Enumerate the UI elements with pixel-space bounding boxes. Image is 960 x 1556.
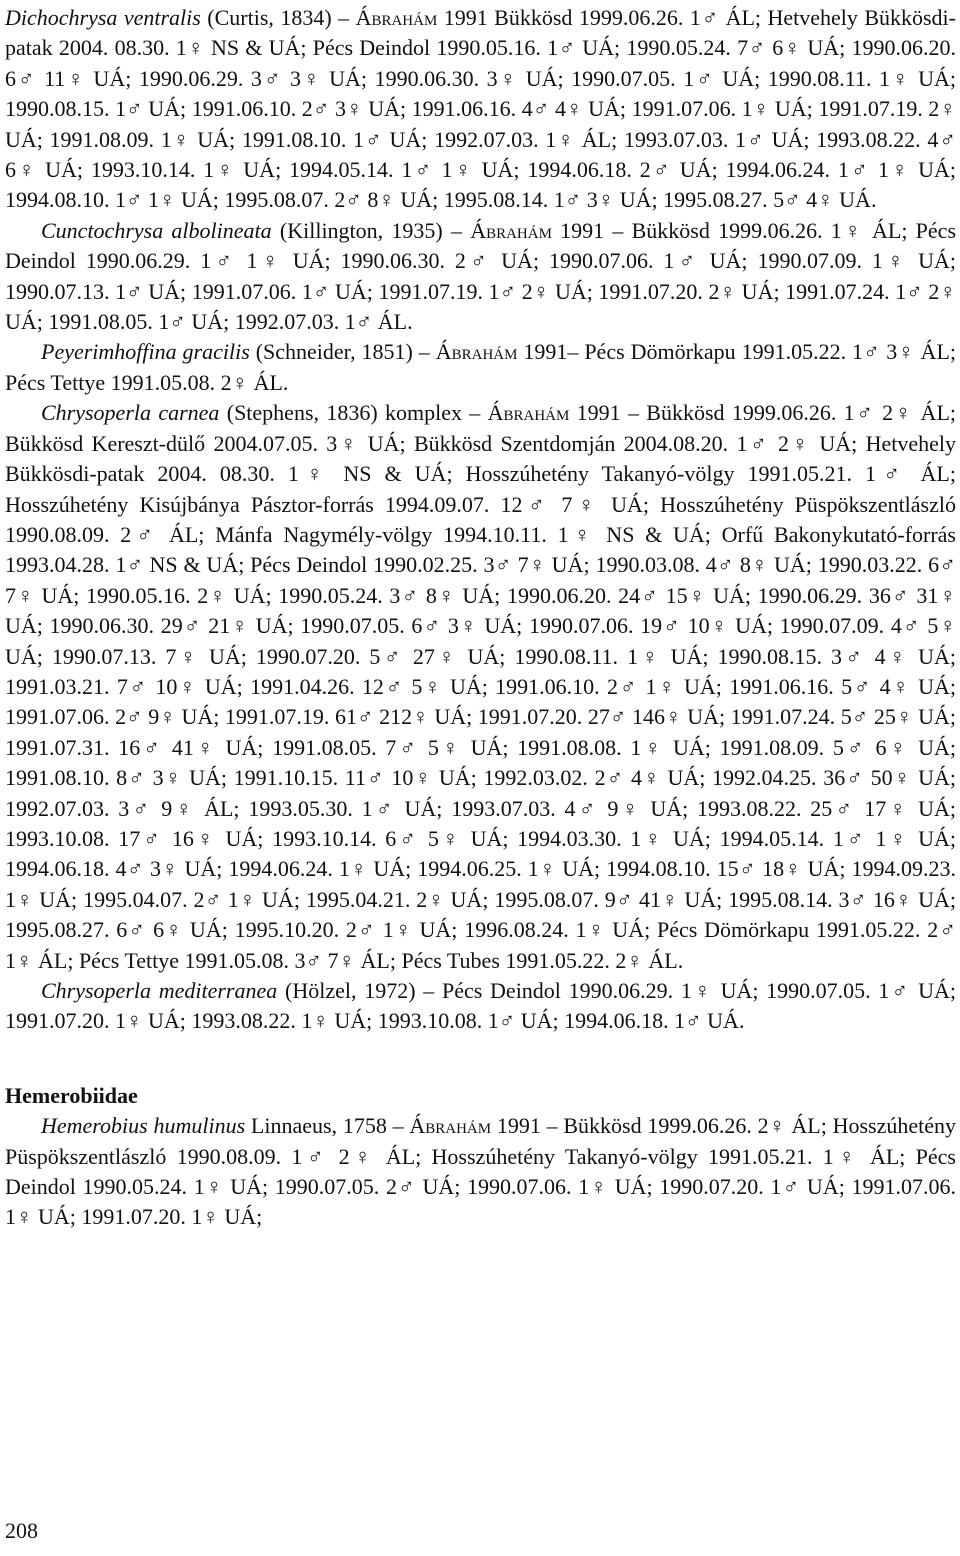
species-records: 1991– Pécs Dömörkapu 1991.05.22. 1♂ 3♀ ÁL; Pécs Tettye 1991.05.08. 2♀ ÁL. bbox=[5, 339, 956, 395]
source-author: Ábrahám bbox=[435, 339, 518, 365]
species-records: 1991 Bükkösd 1999.06.26. 1♂ ÁL; Hetvehely Bükkösdi-patak 2004. 08.30. 1♀ NS & UÁ; Pécs Deindol 1990.05.16. 1♂ UÁ; 1990.05.24. 7♂ 6♀ UÁ; 1990.06.20. 6♂ 11♀ UÁ; 1990.06.29. 3♂ 3♀ UÁ; 1990.06.30. 3♀ UÁ; 1990.07.05. 1♂ UÁ; 1990.08.11. 1♀ UÁ; 1990.08.15. 1♂ UÁ; 1991.06.10. 2♂ 3♀ UÁ; 1991.06.16. 4♂ 4♀ UÁ; 1991.07.06. 1♀ UÁ; 1991.07.19. 2♀ UÁ; 1991.08.09. 1♀ UÁ; 1991.08.10. 1♂ UÁ; 1992.07.03. 1♀ ÁL; 1993.07.03. 1♂ UÁ; 1993.08.22. 4♂ 6♀ UÁ; 1993.10.14. 1♀ UÁ; 1994.05.14. 1♂ 1♀ UÁ; 1994.06.18. 2♂ UÁ; 1994.06.24. 1♂ 1♀ UÁ; 1994.08.10. 1♂ 1♀ UÁ; 1995.08.07. 2♂ 8♀ UÁ; 1995.08.14. 1♂ 3♀ UÁ; 1995.08.27. 5♂ 4♀ UÁ. bbox=[5, 5, 956, 213]
species-records: 1991 – Bükkösd 1999.06.26. 1♀ ÁL; Pécs Deindol 1990.06.29. 1♂ 1♀ UÁ; 1990.06.30. 2♂ UÁ; 1990.07.06. 1♂ UÁ; 1990.07.09. 1♀ UÁ; 1990.07.13. 1♂ UÁ; 1991.07.06. 1♂ UÁ; 1991.07.19. 1♂ 2♀ UÁ; 1991.07.20. 2♀ UÁ; 1991.07.24. 1♂ 2♀ UÁ; 1991.08.05. 1♂ UÁ; 1992.07.03. 1♂ ÁL. bbox=[5, 217, 957, 335]
species-records: 1991 – Bükkösd 1999.06.26. 2♀ ÁL; Hosszúhetény Püspökszentlászló 1990.08.09. 1♂ 2♀ ÁL; Hosszúhetény Takanyó-völgy 1991.05.21. 1♀ ÁL; Pécs Deindol 1990.05.24. 1♀ UÁ; 1990.07.05. 2♂ UÁ; 1990.07.06. 1♀ UÁ; 1990.07.20. 1♂ UÁ; 1991.07.06. 1♀ UÁ; 1991.07.20. 1♀ UÁ; bbox=[5, 1113, 956, 1230]
source-author: Ábrahám bbox=[487, 400, 570, 426]
species-citation: (Stephens, 1836) komplex – bbox=[219, 400, 488, 426]
species-entry-chrysoperla-carnea bbox=[5, 398, 956, 976]
species-entry-dichochrysa-ventralis bbox=[5, 3, 956, 216]
page-number: 208 bbox=[5, 1518, 38, 1543]
source-author: Ábrahám bbox=[470, 217, 552, 243]
species-entry-cunctochrysa-albolineata bbox=[5, 216, 956, 338]
species-name: Peyerimhoffina gracilis bbox=[41, 339, 250, 365]
species-citation: (Killington, 1935) – bbox=[271, 217, 471, 243]
species-citation: (Schneider, 1851) – bbox=[249, 339, 436, 365]
species-entry-peyerimhoffina-gracilis bbox=[5, 337, 956, 398]
species-entry-chrysoperla-mediterranea bbox=[5, 976, 956, 1037]
species-name: Cunctochrysa albolineata bbox=[41, 217, 272, 243]
species-citation: (Curtis, 1834) – bbox=[200, 5, 356, 30]
species-entry-hemerobius-humulinus bbox=[5, 1111, 956, 1233]
species-records: 1991 – Bükkösd 1999.06.26. 1♂ 2♀ ÁL; Bükkösd Kereszt-dülő 2004.07.05. 3♀ UÁ; Bükkösd Szentdomján 2004.08.20. 1♂ 2♀ UÁ; Hetvehely Bükkösdi-patak 2004. 08.30. 1♀ NS & UÁ; Hosszúhetény Takanyó-völgy 1991.05.21. 1♂ ÁL; Hosszúhetény Kisújbánya Pásztor-forrás 1994.09.07. 12♂ 7♀ UÁ; Hosszúhetény Püspökszentlászló 1990.08.09. 2♂ ÁL; Mánfa Nagymély-völgy 1994.10.11. 1♀ NS & UÁ; Orfű Bakonykutató-forrás 1993.04.28. 1♂ NS & UÁ; Pécs Deindol 1990.02.25. 3♂ 7♀ UÁ; 1990.03.08. 4♂ 8♀ UÁ; 1990.03.22. 6♂ 7♀ UÁ; 1990.05.16. 2♀ UÁ; 1990.05.24. 3♂ 8♀ UÁ; 1990.06.20. 24♂ 15♀ UÁ; 1990.06.29. 36♂ 31♀ UÁ; 1990.06.30. 29♂ 21♀ UÁ; 1990.07.05. 6♂ 3♀ UÁ; 1990.07.06. 19♂ 10♀ UÁ; 1990.07.09. 4♂ 5♀ UÁ; 1990.07.13. 7♀ UÁ; 1990.07.20. 5♂ 27♀ UÁ; 1990.08.11. 1♀ UÁ; 1990.08.15. 3♂ 4♀ UÁ; 1991.03.21. 7♂ 10♀ UÁ; 1991.04.26. 12♂ 5♀ UÁ; 1991.06.10. 2♂ 1♀ UÁ; 1991.06.16. 5♂ 4♀ UÁ; 1991.07.06. 2♂ 9♀ UÁ; 1991.07.19. 61♂ 212♀ UÁ; 1991.07.20. 27♂ 146♀ UÁ; 1991.07.24. 5♂ 25♀ UÁ; 1991.07.31. 16♂ 41♀ UÁ; 1991.08.05. 7♂ 5♀ UÁ; 1991.08.08. 1♀ UÁ; 1991.08.09. 5♂ 6♀ UÁ; 1991.08.10. 8♂ 3♀ UÁ; 1991.10.15. 11♂ 10♀ UÁ; 1992.03.02. 2♂ 4♀ UÁ; 1992.04.25. 36♂ 50♀ UÁ; 1992.07.03. 3♂ 9♀ ÁL; 1993.05.30. 1♂ UÁ; 1993.07.03. 4♂ 9♀ UÁ; 1993.08.22. 25♂ 17♀ UÁ; 1993.10.08. 17♂ 16♀ UÁ; 1993.10.14. 6♂ 5♀ UÁ; 1994.03.30. 1♀ UÁ; 1994.05.14. 1♂ 1♀ UÁ; 1994.06.18. 4♂ 3♀ UÁ; 1994.06.24. 1♀ UÁ; 1994.06.25. 1♀ UÁ; 1994.08.10. 15♂ 18♀ UÁ; 1994.09.23. 1♀ UÁ; 1995.04.07. 2♂ 1♀ UÁ; 1995.04.21. 2♀ UÁ; 1995.08.07. 9♂ 41♀ UÁ; 1995.08.14. 3♂ 16♀ UÁ; 1995.08.27. 6♂ 6♀ UÁ; 1995.10.20. 2♂ 1♀ UÁ; 1996.08.24. 1♀ UÁ; Pécs Dömörkapu 1991.05.22. 2♂ 1♀ ÁL; Pécs Tettye 1991.05.08. 3♂ 7♀ ÁL; Pécs Tubes 1991.05.22. 2♀ ÁL. bbox=[5, 400, 956, 973]
species-name: Chrysoperla mediterranea bbox=[41, 978, 278, 1003]
species-name: Hemerobius humulinus bbox=[41, 1113, 246, 1139]
source-author: Ábrahám bbox=[409, 1113, 492, 1139]
species-citation: Linnaeus, 1758 – bbox=[245, 1113, 410, 1139]
family-heading: Hemerobiidae bbox=[5, 1082, 138, 1108]
species-name: Chrysoperla carnea bbox=[41, 400, 220, 426]
species-name: Dichochrysa ventralis bbox=[5, 5, 201, 30]
page-body bbox=[5, 3, 956, 1233]
species-citation: (Hölzel, 1972) – Pécs Deindol 1990.06.29. 1♀ UÁ; 1990.07.05. 1♂ UÁ; 1991.07.20. 1♀ UÁ; 1993.08.22. 1♀ UÁ; 1993.10.08. 1♂ UÁ; 1994.06.18. 1♂ UÁ. bbox=[5, 978, 956, 1034]
source-author: Ábrahám bbox=[355, 5, 438, 30]
